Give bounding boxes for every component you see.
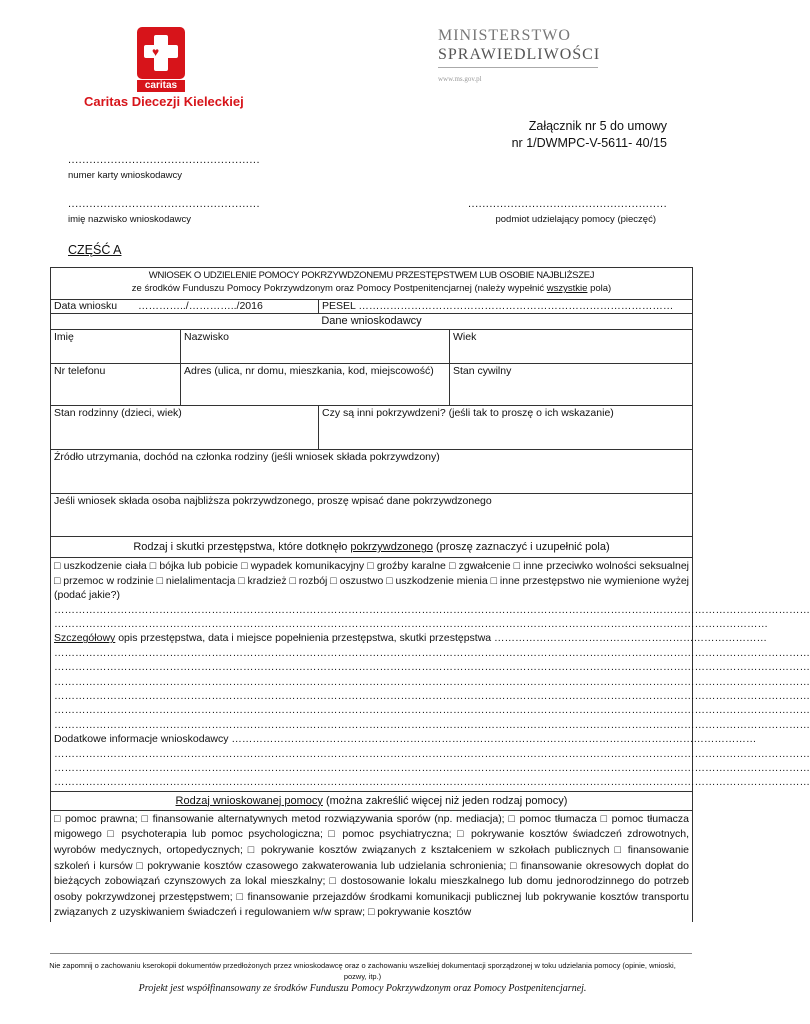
phone-cell[interactable]: Nr telefonu — [51, 364, 181, 406]
family-status-cell[interactable]: Stan rodzinny (dzieci, wiek) — [51, 406, 319, 450]
ministry-line2: SPRAWIEDLIWOŚCI — [438, 46, 601, 63]
attachment-line1: Załącznik nr 5 do umowy — [528, 119, 667, 133]
date-label: Data wniosku — [54, 300, 118, 312]
crime-details-cell[interactable] — [51, 558, 810, 792]
pesel-cell[interactable] — [319, 300, 693, 314]
ministry-line1: MINISTERSTWO — [438, 27, 571, 44]
applicant-name-label: imię nazwisko wnioskodawcy — [68, 214, 192, 225]
entity-stamp-field[interactable]: ........................................................ — [468, 198, 668, 210]
attachment-line2: nr 1/DWMPC-V-5611- 40/15 — [511, 136, 667, 150]
additional-info-label: Dodatkowe informacje wnioskodawcy …………………………………………………………………………………………………………………………………… — [54, 733, 757, 746]
victim-data-cell[interactable]: Jeśli wniosek składa osoba najbliższa pokrzywdzonego, proszę wpisać dane pokrzywdzonego — [51, 494, 693, 537]
footer-note: Nie zapomnij o zachowaniu kserokopii dokumentów przedłożonych przez wnioskodawcę oraz o zachowaniu wszelkiej dokumentacji sporządzonej w toku udzielania pomocy (opinie, wnioski, pozwy, itp.) — [49, 961, 676, 981]
dots-line: …………………………………………………………………………………………………………………………………………………………………………………… — [54, 617, 768, 630]
date-cell[interactable] — [51, 300, 319, 314]
help-section-header: Rodzaj wnioskowanej pomocy (można zakreślić więcej niż jeden rodzaj pomocy) — [51, 791, 693, 810]
dots-line: ……………………………………………………………………………………………………………………………………………………………………………………………… — [54, 646, 810, 659]
pesel-label: PESEL — [322, 300, 356, 312]
footer-project: Projekt jest współfinansowany ze środków Funduszu Pomocy Pokrzywdzonym oraz Pomocy Postpenitencjarnej. — [138, 983, 587, 994]
org-name: Caritas Diecezji Kieleckiej — [84, 94, 244, 109]
dots-line: ……………………………………………………………………………………………………………………………………………………………………………………………… — [54, 747, 810, 760]
crime-section-header: Rodzaj i skutki przestępstwa, które dotknęło pokrzywdzonego (proszę zaznaczyć i uzupełnić pola) — [51, 537, 693, 558]
first-name-cell[interactable]: Imię — [51, 330, 181, 364]
marital-status-cell[interactable]: Stan cywilny — [450, 364, 693, 406]
ministry-url: www.ms.gov.pl — [438, 75, 482, 83]
address-cell[interactable]: Adres (ulica, nr domu, mieszkania, kod, miejscowość) — [181, 364, 450, 406]
other-victims-cell[interactable]: Czy są inni pokrzywdzeni? (jeśli tak to proszę o ich wskazanie) — [319, 406, 693, 450]
form-subtitle: ze środków Funduszu Pomocy Pokrzywdzonym oraz Pomocy Postpenitencjarnej (należy wypełnić wszystkie pola) — [131, 283, 612, 294]
details-label: Szczegółowy opis przestępstwa, data i miejsce popełnienia przestępstwa, skutki przestępstwa …………………………………………………………………… — [54, 632, 768, 645]
age-cell[interactable]: Wiek — [450, 330, 693, 364]
heart-icon: ♥ — [152, 45, 160, 59]
logo-word: caritas — [137, 80, 185, 92]
form-title: WNIOSEK O UDZIELENIE POMOCY POKRZYWDZONEMU PRZESTĘPSTWEM LUB OSOBIE NAJBLIŻSZEJ — [148, 270, 595, 281]
crime-type-options[interactable]: □ uszkodzenie ciała □ bójka lub pobicie □ wypadek komunikacyjny □ groźby karalne □ zgwałcenie □ inne przeciwko wolności seksualnej □ przemoc w rodzinie □ nielalimentacja □ kradzież □ rozbój □ oszustwo □ uszkodzenie mienia □ inne przestępstwo nie wymienione wyżej (podać jakie?) — [54, 560, 689, 601]
pesel-dots: ……………………………………………………………………………… — [358, 300, 674, 312]
dots-line: ……………………………………………………………………………………………………………………………………………………………………………………………… — [54, 661, 810, 674]
application-form — [50, 267, 810, 922]
dots-line: ……………………………………………………………………………………………………………………………………………………………………………………………… — [54, 675, 810, 688]
dots-line: ……………………………………………………………………………………………………………………………………………………………………………………………… — [54, 603, 810, 616]
dots-line: ……………………………………………………………………………………………………………………………………………………………………………………………… — [54, 704, 810, 717]
income-source-cell[interactable]: Źródło utrzymania, dochód na członka rodziny (jeśli wniosek składa pokrzywdzony) — [51, 450, 693, 494]
dots-line: ……………………………………………………………………………………………………………………………………………………………………………………………… — [54, 761, 810, 774]
dots-line: ……………………………………………………………………………………………………………………………………………………………………………………………… — [54, 776, 810, 789]
dots-line: ……………………………………………………………………………………………………………………………………………………………………………………………… — [54, 718, 810, 731]
dots-line: ……………………………………………………………………………………………………………………………………………………………………………………………… — [54, 689, 810, 702]
card-number-label: numer karty wnioskodawcy — [68, 170, 183, 181]
part-label: CZĘŚĆ A — [68, 243, 122, 257]
footer-divider — [50, 953, 692, 954]
form-title-cell — [51, 268, 693, 300]
card-number-field[interactable]: ...................................................... — [68, 154, 261, 166]
ministry-divider — [438, 67, 598, 68]
last-name-cell[interactable]: Nazwisko — [181, 330, 450, 364]
applicant-section-header: Dane wnioskodawcy — [51, 314, 693, 330]
entity-stamp-label: podmiot udzielający pomocy (pieczęć) — [495, 214, 656, 225]
caritas-logo — [137, 27, 185, 79]
applicant-name-field[interactable]: ...................................................... — [68, 198, 261, 210]
help-type-options[interactable]: □ pomoc prawna; □ finansowanie alternatywnych metod rozwiązywania sporów (np. mediacja); □ pomoc tłumacza □ pomoc tłumacza migowego □ psychoterapia lub pomoc psychologiczna; □ pomoc psychiatryczna; □ pokrywanie kosztów świadczeń zdrowotnych, wyrobów medycznych, ortopedycznych; □ pokrywanie kosztów związanych z kształceniem w szkołach publicznych □ finansowanie szkoleń i kursów □ pokrywanie kosztów czasowego zakwaterowania lub udzielania schronienia; □ finansowanie okresowych dopłat do bieżących zobowiązań czynszowych za lokal mieszkalny; □ dostosowanie lokalu mieszkalnego lub domu jednorodzinnego do potrzeb osoby pokrzywdzonej przestępstwem; □ finansowanie przejazdów środkami komunikacji publicznej lub pokrywanie kosztów transportu związanych z uzyskiwaniem świadczeń i regulowaniem w/w spraw; □ pokrywanie kosztów — [51, 810, 693, 922]
date-value: …………../…………../2016 — [137, 300, 263, 312]
